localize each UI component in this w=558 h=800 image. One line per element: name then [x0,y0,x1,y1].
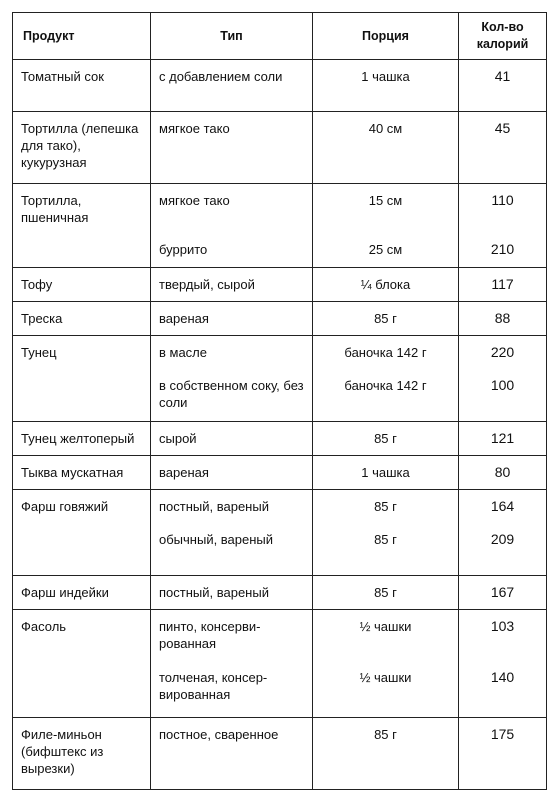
table-row [13,233,547,267]
cell-type: вареная [151,301,313,335]
table-row [13,369,547,421]
cell-product: Фасоль [13,609,151,661]
header-portion: Порция [313,13,459,60]
cell-portion: 25 см [313,233,459,267]
cell-calories: 210 [459,233,547,267]
cell-calories: 110 [459,184,547,234]
cell-portion: 40 см [313,112,459,184]
cell-type: в масле [151,335,313,369]
cell-portion: 85 г [313,575,459,609]
cell-calories: 164 [459,489,547,523]
table-row [13,523,547,575]
table-row [13,717,547,789]
cell-portion: ½ чашки [313,661,459,717]
cell-calories: 209 [459,523,547,575]
cell-type: с добавлением соли [151,60,313,112]
cell-portion: 85 г [313,717,459,789]
cell-type: мягкое тако [151,184,313,234]
table-row [13,455,547,489]
header-product: Продукт [13,13,151,60]
header-type: Тип [151,13,313,60]
table-row [13,421,547,455]
cell-type: вареная [151,455,313,489]
cell-type: обычный, вареный [151,523,313,575]
cell-product [13,369,151,421]
cell-product: Филе-миньон (бифштекс из вырезки) [13,717,151,789]
cell-product: Тортилла (лепешка для тако), кукурузная [13,112,151,184]
header-calories: Кол-во калорий [459,13,547,60]
cell-product: Тунец желтоперый [13,421,151,455]
cell-product: Томатный сок [13,60,151,112]
cell-portion: 1 чашка [313,455,459,489]
cell-portion: ¼ блока [313,267,459,301]
cell-product: Тыква мускатная [13,455,151,489]
cell-product [13,523,151,575]
cell-calories: 100 [459,369,547,421]
cell-calories: 167 [459,575,547,609]
table-row [13,335,547,369]
table-header-row [13,13,547,60]
table-row [13,112,547,184]
cell-type: мягкое тако [151,112,313,184]
cell-portion: 85 г [313,489,459,523]
table-row [13,184,547,234]
cell-calories: 175 [459,717,547,789]
cell-calories: 80 [459,455,547,489]
cell-calories: 121 [459,421,547,455]
table-row [13,60,547,112]
cell-calories: 88 [459,301,547,335]
cell-calories: 103 [459,609,547,661]
cell-portion: баночка 142 г [313,335,459,369]
cell-product: Тортилла, пшеничная [13,184,151,234]
cell-calories: 117 [459,267,547,301]
cell-type: постный, вареный [151,575,313,609]
calorie-table [12,12,547,790]
cell-product [13,661,151,717]
cell-type: сырой [151,421,313,455]
cell-portion: 85 г [313,301,459,335]
cell-product: Тофу [13,267,151,301]
cell-portion: 85 г [313,421,459,455]
cell-type: буррито [151,233,313,267]
table-row [13,575,547,609]
cell-portion: 15 см [313,184,459,234]
cell-type: постное, сваренное [151,717,313,789]
cell-product: Фарш индейки [13,575,151,609]
cell-calories: 41 [459,60,547,112]
cell-type: толченая, консер-вированная [151,661,313,717]
table-row [13,609,547,661]
cell-type: твердый, сырой [151,267,313,301]
table-row [13,301,547,335]
table-row [13,661,547,717]
cell-product [13,233,151,267]
cell-type: пинто, консерви-рованная [151,609,313,661]
calorie-table-container [12,12,546,790]
table-row [13,267,547,301]
cell-type: в собственном соку, без соли [151,369,313,421]
cell-calories: 140 [459,661,547,717]
cell-type: постный, вареный [151,489,313,523]
cell-product: Фарш говяжий [13,489,151,523]
cell-product: Треска [13,301,151,335]
cell-portion: 1 чашка [313,60,459,112]
cell-portion: ½ чашки [313,609,459,661]
table-row [13,489,547,523]
cell-portion: баночка 142 г [313,369,459,421]
cell-portion: 85 г [313,523,459,575]
cell-calories: 45 [459,112,547,184]
cell-product: Тунец [13,335,151,369]
cell-calories: 220 [459,335,547,369]
